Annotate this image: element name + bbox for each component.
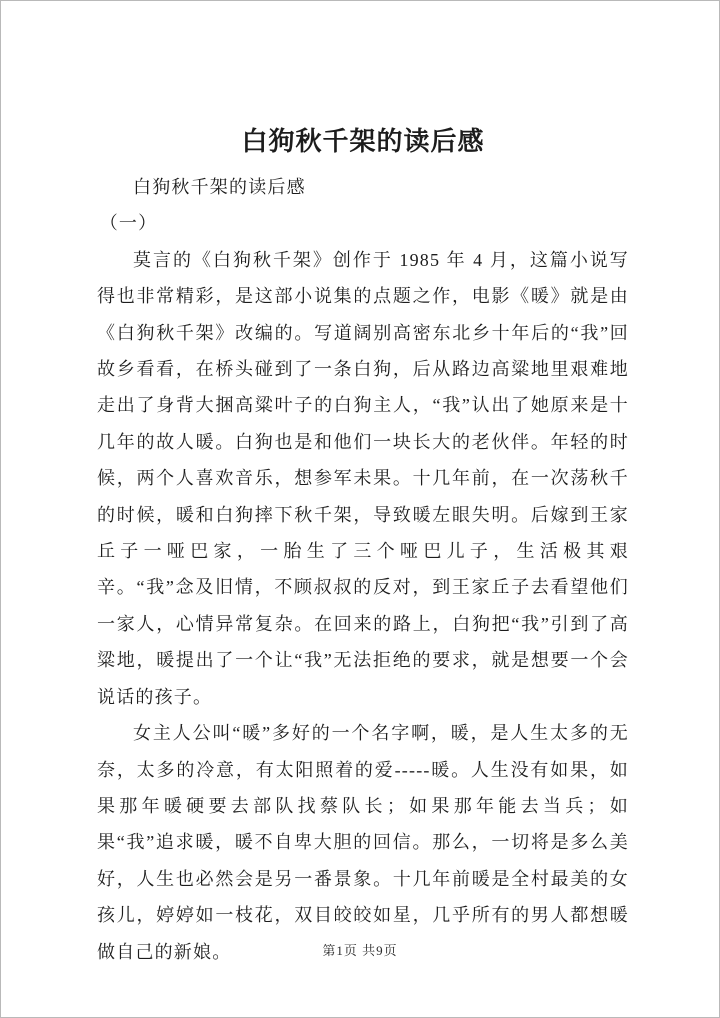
- section-marker: （一）: [99, 213, 158, 234]
- document-title: 白狗秋千架的读后感: [241, 127, 485, 156]
- document-subtitle: 白狗秋千架的读后感: [133, 177, 306, 197]
- page-number-label: 第1页 共9页: [322, 943, 398, 958]
- paragraph-1: 莫言的《白狗秋千架》创作于 1985 年 4 月，这篇小说写得也非常精彩，是这部小说集的点题之作，电影《暖》就是由《白狗秋千架》改编的。写道阔别高密东北乡十年后的“我”回故乡看看，在桥头碰到了一条白狗，后从路边高粱地里艰难地走出了身背大捆高粱叶子的白狗主人，“我”认出了她原来是十几年的故人暖。白狗也是和他们一块长大的老伙伴。年轻的时候，两个人喜欢音乐，想参军未果。十几年前，在一次荡秋千的时候，暖和白狗摔下秋千架，导致暖左眼失明。后嫁到王家丘子一哑巴家，一胎生了三个哑巴儿子，生活极其艰辛。“我”念及旧情，不顾叔叔的反对，到王家丘子去看望他们一家人，心情异常复杂。在回来的路上，白狗把“我”引到了高粱地，暖提出了一个让“我”无法拒绝的要求，就是想要一个会说话的孩子。: [97, 249, 629, 707]
- page-footer: [1, 940, 719, 959]
- paragraph-2: 女主人公叫“暖”多好的一个名字啊，暖，是人生太多的无奈，太多的冷意，有太阳照着的爱-----暖。人生没有如果，如果那年暖硬要去部队找蔡队长；如果那年能去当兵；如果“我”追求暖，暖不自卑大胆的回信。那么，一切将是多么美好，人生也必然会是另一番景象。十几年前暖是全村最美的女孩儿，婷婷如一枝花，双目皎皎如星，几乎所有的男人都想暖做自己的新娘。: [97, 723, 629, 962]
